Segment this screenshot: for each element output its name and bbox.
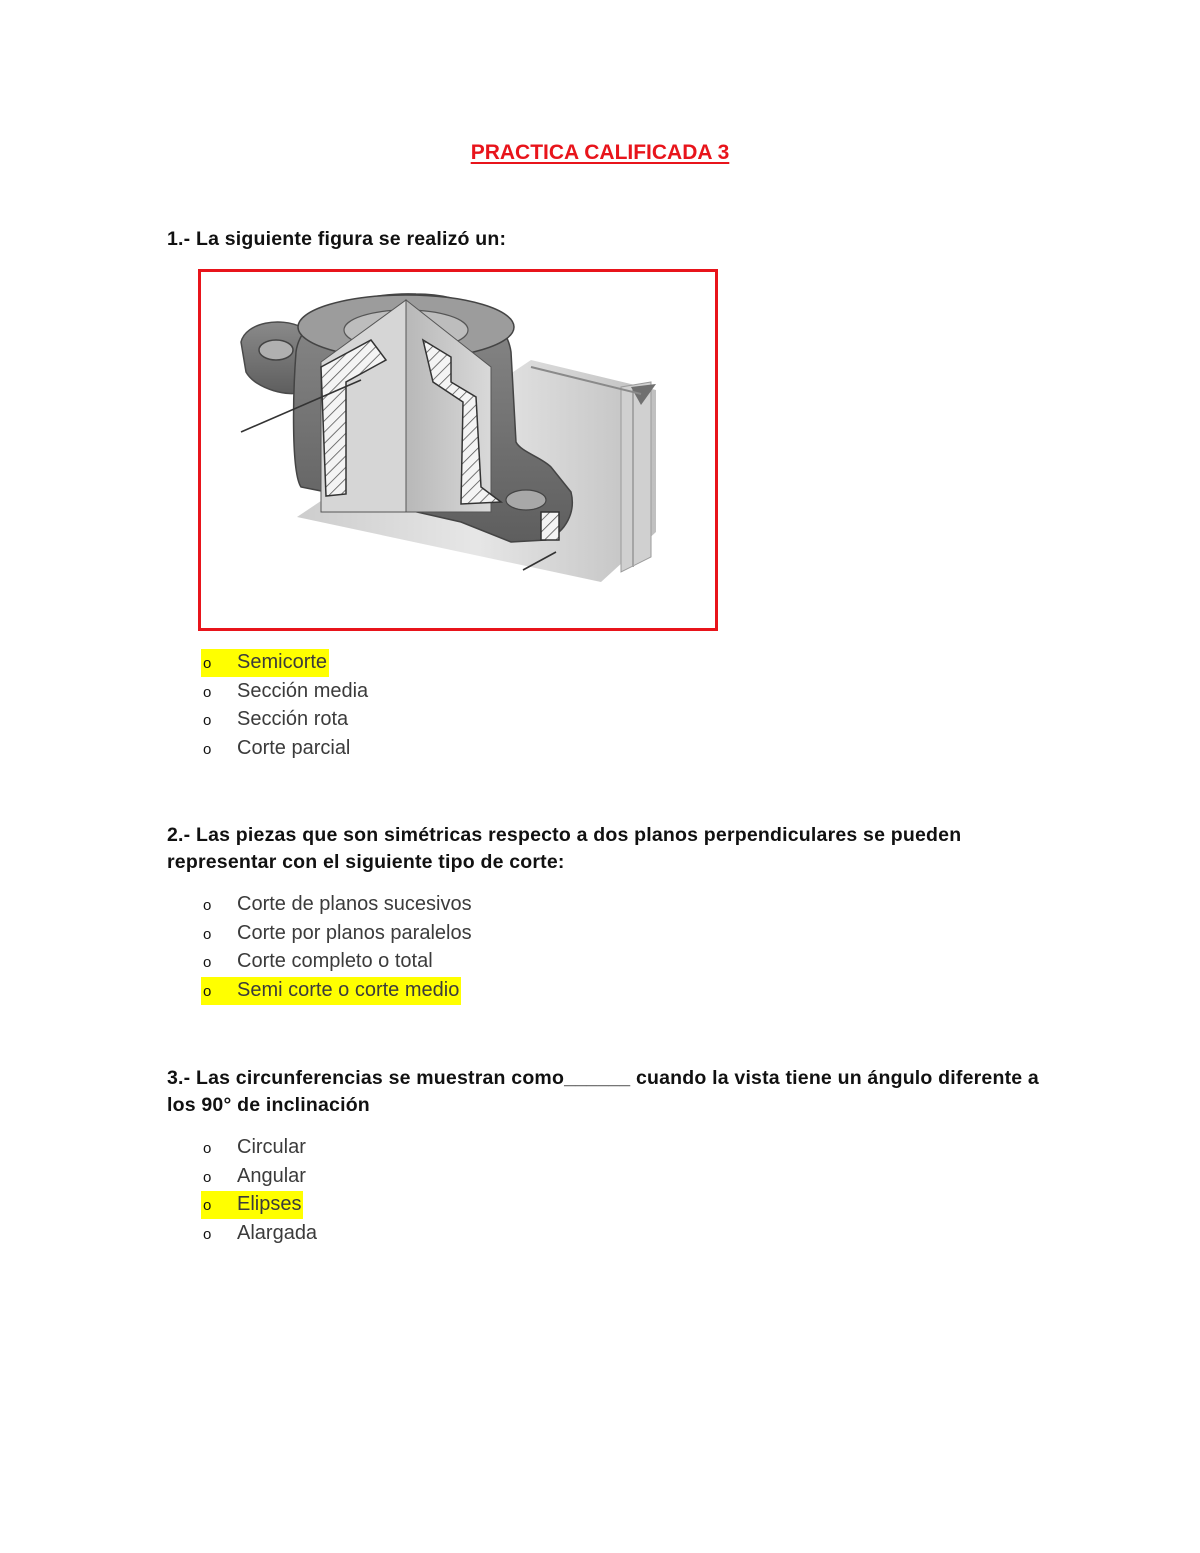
option-label: Sección media [237,679,369,702]
option-label: Alargada [237,1222,318,1245]
option-label: Semicorte [237,651,328,673]
option-label: Circular [237,1136,306,1158]
question-2-options [201,891,474,1006]
option-label: Sección rota [237,708,349,731]
bullet-icon: o [203,1197,212,1215]
option-semicorte[interactable] [201,649,370,678]
option-label: Semi corte o corte medio [237,979,460,1002]
document-title: PRACTICA CALIFICADA 3 [470,141,730,164]
option-alargada[interactable] [201,1220,319,1249]
bullet-icon: o [203,683,212,701]
option-angular[interactable] [201,1163,319,1192]
option-corte-completo[interactable] [201,948,474,977]
bullet-icon: o [203,655,212,672]
bullet-icon: o [203,897,212,914]
option-label: Angular [237,1164,306,1187]
bullet-icon: o [203,741,212,759]
question-3-options [201,1134,319,1249]
bullet-icon: o [203,1140,212,1157]
option-corte-parcial[interactable] [201,735,370,764]
option-label: Corte de planos sucesivos [237,893,472,915]
option-circular[interactable] [201,1134,319,1163]
question-3-text: 3.- Las circunferencias se muestran como______ cuando la vista tiene un ángulo diferente a los 90° de inclinación [167,1067,1039,1116]
option-elipses[interactable] [201,1191,319,1220]
question-2-text: 2.- Las piezas que son simétricas respecto a dos planos perpendiculares se pueden representar con el siguiente tipo de corte: [167,824,962,873]
option-corte-planos-sucesivos[interactable] [201,891,474,920]
bullet-icon: o [203,712,212,730]
option-label: Elipses [237,1193,302,1216]
bullet-icon: o [203,925,212,943]
section-view-figure [198,269,718,631]
option-corte-planos-paralelos[interactable] [201,920,474,949]
bullet-icon: o [203,983,212,1001]
bullet-icon: o [203,1226,212,1244]
option-label: Corte por planos paralelos [237,921,472,944]
question-1-options [201,649,370,764]
half-section-illustration [201,272,714,627]
option-label: Corte completo o total [237,950,433,973]
option-label: Corte parcial [237,737,351,760]
question-1-text: 1.- La siguiente figura se realizó un: [167,228,507,250]
bullet-icon: o [203,1168,212,1186]
option-semi-corte[interactable] [201,977,474,1006]
bullet-icon: o [203,954,212,972]
option-seccion-rota[interactable] [201,706,370,735]
option-seccion-media[interactable] [201,678,370,707]
